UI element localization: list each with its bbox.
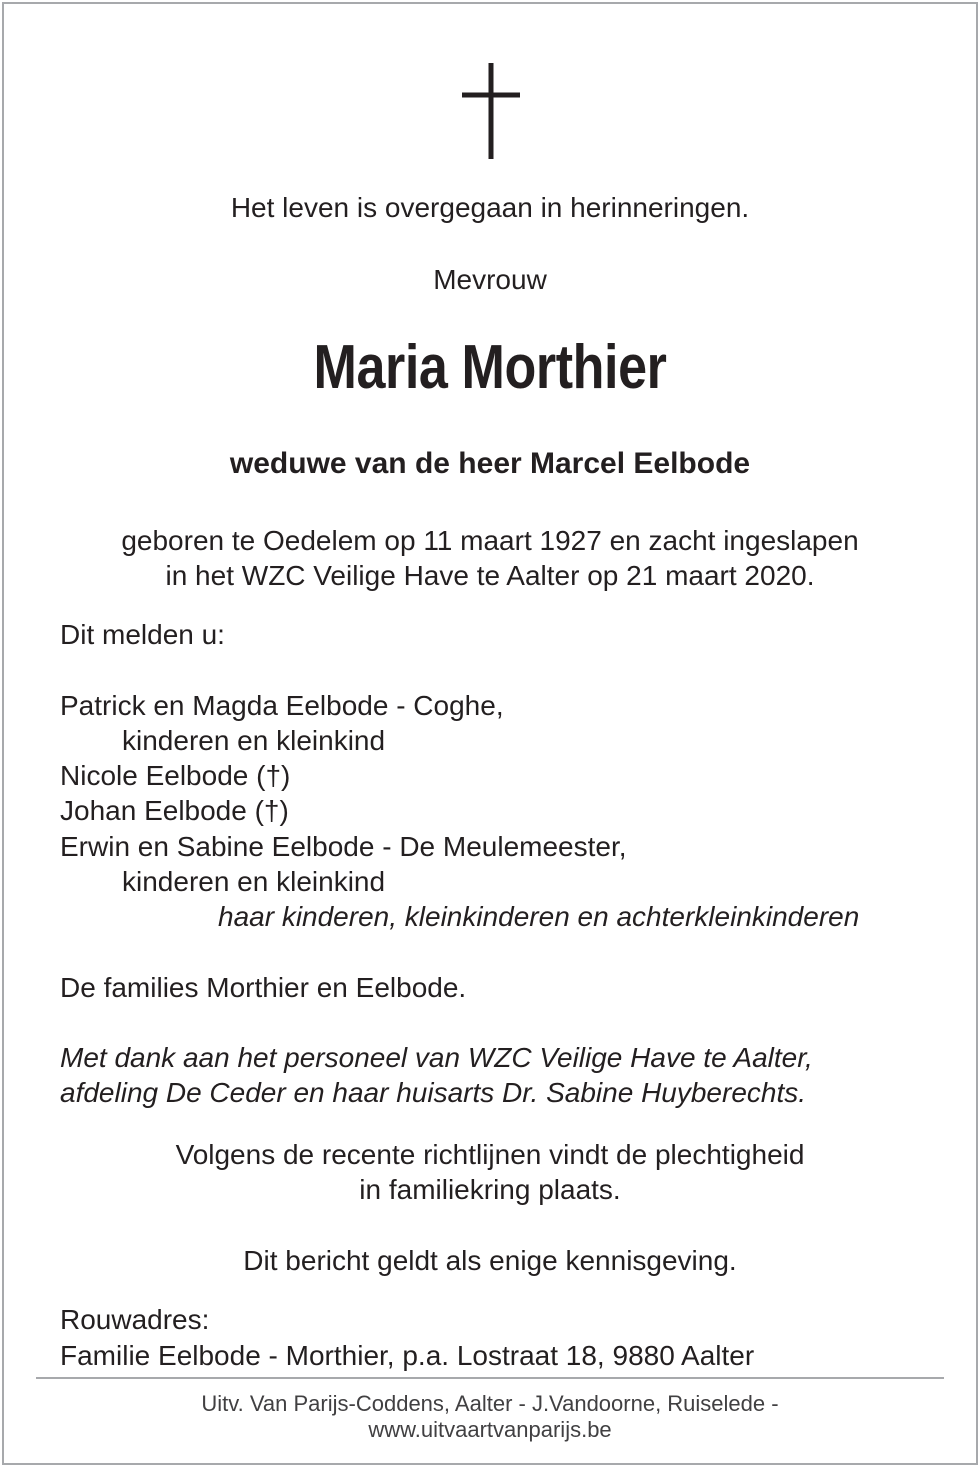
thanks-line-1: Met dank aan het personeel van WZC Veilige Have te Aalter,	[60, 1042, 813, 1073]
notice-line: Dit bericht geldt als enige kennisgeving.	[243, 1245, 737, 1276]
ceremony-line-1: Volgens de recente richtlijnen vindt de plechtigheid	[175, 1139, 805, 1170]
motto: Het leven is overgegaan in herinneringen.	[230, 192, 750, 223]
address: Familie Eelbode - Morthier, p.a. Lostraat 18, 9880 Aalter	[60, 1340, 755, 1371]
family-line: kinderen en kleinkind	[122, 725, 386, 756]
funeral-home-website: www.uitvaartvanparijs.be	[368, 1417, 612, 1442]
deceased-name: Maria Morthier	[313, 333, 667, 402]
thanks-line-2: afdeling De Ceder en haar huisarts Dr. Sabine Huyberechts.	[60, 1077, 807, 1108]
cross-icon	[462, 63, 520, 159]
spouse-line: weduwe van de heer Marcel Eelbode	[229, 447, 751, 480]
family-line: kinderen en kleinkind	[122, 866, 386, 897]
families-line: De families Morthier en Eelbode.	[60, 972, 467, 1003]
grandchildren-line: haar kinderen, kleinkinderen en achterkleinkinderen	[218, 901, 860, 932]
title-word: Mevrouw	[433, 264, 547, 295]
funeral-home-line: Uitv. Van Parijs-Coddens, Aalter - J.Vandoorne, Ruiselede -	[201, 1391, 779, 1416]
address-label: Rouwadres:	[60, 1304, 210, 1335]
birth-line-2: in het WZC Veilige Have te Aalter op 21 maart 2020.	[165, 560, 815, 591]
ceremony-line-2: in familiekring plaats.	[359, 1174, 621, 1205]
announce-intro: Dit melden u:	[60, 619, 225, 650]
family-line: Nicole Eelbode (†)	[60, 760, 291, 791]
family-line: Patrick en Magda Eelbode - Coghe,	[60, 690, 504, 721]
family-line: Erwin en Sabine Eelbode - De Meulemeester,	[60, 831, 627, 862]
footer-divider	[36, 1377, 944, 1379]
family-line: Johan Eelbode (†)	[60, 795, 289, 826]
birth-line-1: geboren te Oedelem op 11 maart 1927 en zacht ingeslapen	[121, 525, 859, 556]
